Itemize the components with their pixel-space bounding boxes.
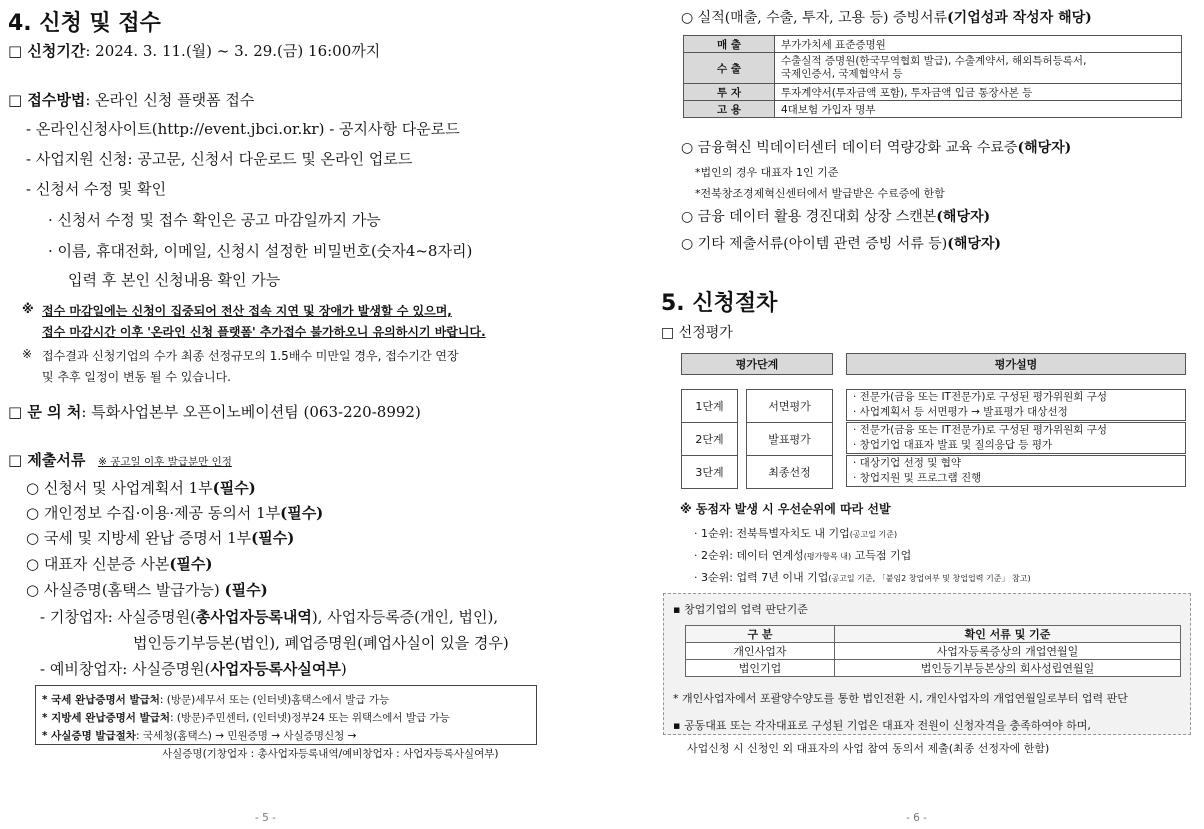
warn-mark: ※ <box>22 302 34 316</box>
eval-name: 최종선정 <box>746 455 833 489</box>
eval-title: □ 선정평가 <box>661 325 733 341</box>
warn-deadline-line1: 접수 마감일에는 신청이 집중되어 전산 접속 지연 및 장애가 발생할 수 있으며, <box>42 304 452 318</box>
criteria-table <box>685 625 1181 677</box>
eval-stage: 2단계 <box>681 422 738 456</box>
note-mark: ※ <box>22 347 33 361</box>
section-heading-procedure: 5. 신청절차 <box>661 291 778 316</box>
eval-stage: 3단계 <box>681 455 738 489</box>
note-extension-line2: 및 추후 일정이 변동 될 수 있습니다. <box>42 370 231 384</box>
table-row: 구 분 확인 서류 및 기준 <box>686 626 1181 643</box>
page-number-5: - 5 - <box>255 812 276 824</box>
doc-existing-founder: - 기창업자: 사실증명원(총사업자등록내역), 사업자등록증(개인, 법인), <box>40 608 499 626</box>
eval-name: 서면평가 <box>746 389 833 423</box>
docs-label: □ 제출서류 <box>8 451 86 469</box>
method-subitem: · 신청서 수정 및 접수 확인은 공고 마감일까지 가능 <box>48 211 381 229</box>
contact <box>8 401 421 422</box>
joint-rep-line2: 사업신청 시 신청인 외 대표자의 사업 참여 동의서 제출(최종 선정자에 한함) <box>687 742 1050 755</box>
method-subitem: · 이름, 휴대전화, 이메일, 신청시 설정한 비밀번호(숫자4~8자리) <box>48 242 473 260</box>
eval-header-stage: 평가단계 <box>681 353 833 375</box>
table-row: 개인사업자 사업자등록증상의 개업연월일 <box>686 643 1181 660</box>
doc-item: ○ 개인정보 수집·이용·제공 동의서 1부(필수) <box>26 504 324 522</box>
docs-heading <box>8 449 232 470</box>
warn-deadline-line2: 접수 마감시간 이후 '온라인 신청 플랫폼' 추가접수 불가하오니 유의하시기 바랍니다. <box>42 325 486 339</box>
table-row: 수 출 수출실적 증명원(한국무역협회 발급), 수출계약서, 해외특허등록서, 국제인증서, 국제협약서 등 <box>684 53 1182 84</box>
method-item: - 신청서 수정 및 확인 <box>26 180 167 198</box>
method-item: - 온라인신청사이트(http://event.jbci.or.kr) - 공지사항 다운로드 <box>26 120 460 138</box>
box-line-last: 사실증명(기창업자 : 총사업자등록내역/예비창업자 : 사업자등록사실여부) <box>162 748 499 760</box>
apply-period-value: : 2024. 3. 11.(월) ~ 3. 29.(금) 16:00까지 <box>85 42 381 60</box>
method-item: - 사업지원 신청: 공고문, 신청서 다운로드 및 온라인 업로드 <box>26 150 413 168</box>
perf-docs: ○ 실적(매출, 수출, 투자, 고용 등) 증빙서류(기업성과 작성자 해당) <box>681 10 1092 26</box>
etc-docs: ○ 기타 제출서류(아이템 관련 증빙 서류 등)(해당자) <box>681 236 1002 252</box>
eval-name: 발표평가 <box>746 422 833 456</box>
eval-stage: 1단계 <box>681 389 738 423</box>
eval-desc: · 대상기업 선정 및 협약 · 창업지원 및 프로그램 진행 <box>846 455 1186 487</box>
tie-break-title: ※ 동점자 발생 시 우선순위에 따라 선발 <box>680 502 891 516</box>
section-heading-apply: 4. 신청 및 접수 <box>8 11 161 36</box>
box-line: * 사실증명 발급절차: 국세청(홈택스) → 민원증명 → 사실증명신청 → <box>42 730 357 742</box>
doc-existing-founder-line2: 법인등기부등본(법인), 폐업증명원(폐업사실이 있을 경우) <box>133 634 509 652</box>
box-line: * 지방세 완납증명서 발급처: (방문)주민센터, (인터넷)정부24 또는 위택스에서 발급 가능 <box>42 712 450 724</box>
docs-note: ※ 공고일 이후 발급분만 인정 <box>98 456 232 468</box>
note-extension-line1: 접수결과 신청기업의 수가 최종 선정규모의 1.5배수 미만일 경우, 접수기간 연장 <box>42 349 459 363</box>
table-row: 투 자 투자계약서(투자금액 포함), 투자금액 입금 통장사본 등 <box>684 84 1182 101</box>
page-number-6: - 6 - <box>906 812 927 824</box>
method-subitem: 입력 후 본인 신청내용 확인 가능 <box>68 271 281 289</box>
apply-period-label: □ 신청기간 <box>8 42 86 60</box>
eval-desc: · 전문가(금융 또는 IT전문가)로 구성된 평가위원회 구성 · 사업계획서 등 서면평가 → 발표평가 대상선정 <box>846 389 1186 421</box>
criteria-title: ▪ 창업기업의 업력 판단기준 <box>673 603 808 616</box>
table-row: 법인기업 법인등기부등본상의 회사성립연월일 <box>686 660 1181 677</box>
apply-method-value: : 온라인 신청 플랫폼 접수 <box>85 91 255 109</box>
doc-item: ○ 대표자 신분증 사본(필수) <box>26 555 213 573</box>
doc-pre-founder: - 예비창업자: 사실증명원(사업자등록사실여부) <box>40 660 347 678</box>
apply-period <box>8 40 380 61</box>
perf-docs-table <box>683 35 1182 118</box>
tie-item: · 2순위: 데이터 연계성(평가항목 내) 고득점 기업 <box>694 549 912 562</box>
doc-item: ○ 국세 및 지방세 완납 증명서 1부(필수) <box>26 529 295 547</box>
criteria-note: * 개인사업자에서 포괄양수양도를 통한 법인전환 시, 개인사업자의 개업연월일로부터 업력 판단 <box>673 692 1128 705</box>
tie-item: · 3순위: 업력 7년 이내 기업(공고일 기준, 「붙임2 창업여부 및 창업업력 기준」 참고) <box>694 571 1031 584</box>
table-row: 매 출 부가가치세 표준증명원 <box>684 36 1182 53</box>
contest-award: ○ 금융 데이터 활용 경진대회 상장 스캔본(해당자) <box>681 209 991 225</box>
table-row: 고 용 4대보험 가입자 명부 <box>684 101 1182 118</box>
doc-item: ○ 사실증명(홈택스 발급가능) (필수) <box>26 581 268 599</box>
edu-cert: ○ 금융혁신 빅데이터센터 데이터 역량강화 교육 수료증(해당자) <box>681 140 1072 156</box>
apply-method-label: □ 접수방법 <box>8 91 86 109</box>
eval-desc: · 전문가(금융 또는 IT전문가)로 구성된 평가위원회 구성 · 창업기업 대표자 발표 및 질의응답 등 평가 <box>846 422 1186 454</box>
doc-item: ○ 신청서 및 사업계획서 1부(필수) <box>26 479 256 497</box>
edu-note: *법인의 경우 대표자 1인 기준 <box>695 166 839 179</box>
joint-rep-line1: ▪ 공동대표 또는 각자대표로 구성된 기업은 대표자 전원이 신청자격을 충족하여야 하며, <box>673 719 1091 732</box>
box-line: * 국세 완납증명서 발급처: (방문)세무서 또는 (인터넷)홈택스에서 발급 가능 <box>42 694 390 706</box>
eval-header-desc: 평가설명 <box>846 353 1186 375</box>
contact-label: □ 문 의 처 <box>8 403 82 421</box>
contact-value: : 특화사업본부 오픈이노베이션팀 (063-220-8992) <box>81 403 421 421</box>
apply-method <box>8 89 254 110</box>
edu-note: *전북창조경제혁신센터에서 발급받은 수료증에 한함 <box>695 187 945 200</box>
tie-item: · 1순위: 전북특별자치도 내 기업(공고일 기준) <box>694 527 898 540</box>
issuance-info-box <box>35 685 537 745</box>
